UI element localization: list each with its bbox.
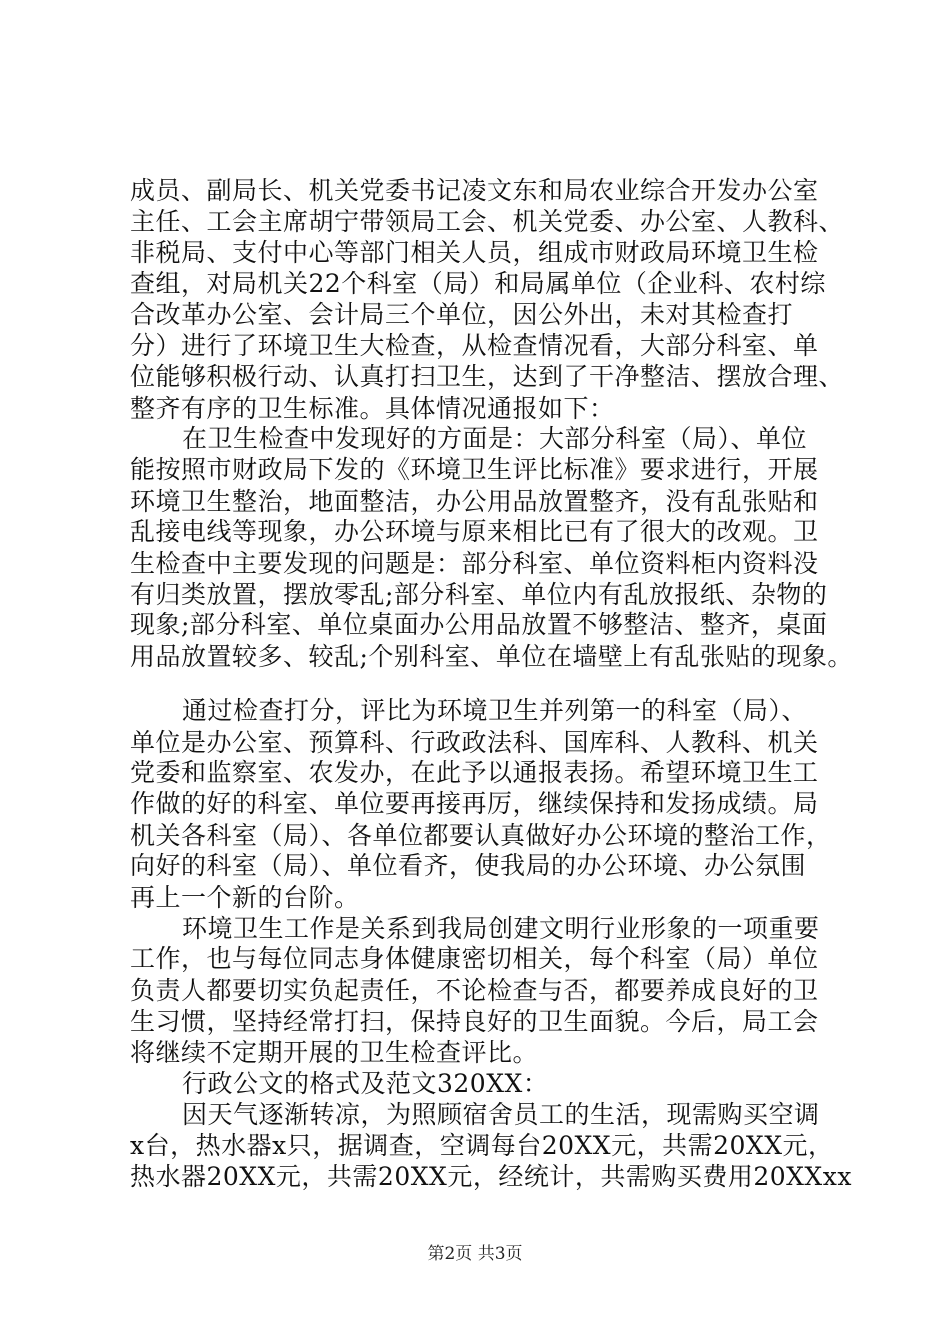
text-line: 分）进行了环境卫生大检查，从检查情况看，大部分科室、单 <box>130 331 819 360</box>
paragraph-start-line: 通过检查打分，评比为环境卫生并列第一的科室（局）、 <box>182 696 808 725</box>
text-line: 整齐有序的卫生标准。具体情况通报如下： <box>130 394 615 423</box>
text-line: 乱接电线等现象，办公环境与原来相比已有了很大的改观。卫 <box>130 517 819 546</box>
page-number-footer: 第2页 共3页 <box>427 1244 523 1264</box>
text-line: 生习惯，坚持经常打扫，保持良好的卫生面貌。今后，局工会 <box>130 1007 819 1036</box>
text-line: x台，热水器x只，据调查，空调每台20XX元，共需20XX元， <box>130 1131 834 1160</box>
text-line: 位能够积极行动、认真打扫卫生，达到了干净整洁、摆放合理、 <box>130 362 845 391</box>
paragraph-start-line: 在卫生检查中发现好的方面是：大部分科室（局）、单位 <box>182 424 808 453</box>
text-line: 向好的科室（局）、单位看齐，使我局的办公环境、办公氛围 <box>130 851 807 880</box>
text-line: 党委和监察室、农发办，在此予以通报表扬。希望环境卫生工 <box>130 758 819 787</box>
text-line: 再上一个新的台阶。 <box>130 883 360 912</box>
text-line: 合改革办公室、会计局三个单位，因公外出，未对其检查打 <box>130 300 794 329</box>
text-line: 查组，对局机关22个科室（局）和局属单位（企业科、农村综 <box>130 269 826 298</box>
text-line: 成员、副局长、机关党委书记凌文东和局农业综合开发办公室 <box>130 176 819 205</box>
text-line: 非税局、支付中心等部门相关人员，组成市财政局环境卫生检 <box>130 238 819 267</box>
paragraph-start-line: 因天气逐渐转凉，为照顾宿舍员工的生活，现需购买空调 <box>182 1100 820 1129</box>
text-line: 主任、工会主席胡宁带领局工会、机关党委、办公室、人教科、 <box>130 207 845 236</box>
text-line: 生检查中主要发现的问题是：部分科室、单位资料柜内资料没 <box>130 549 819 578</box>
text-line: 热水器20XX元，共需20XX元，经统计，共需购买费用20XXxx <box>130 1162 852 1191</box>
text-line: 机关各科室（局）、各单位都要认真做好办公环境的整治工作， <box>130 821 832 850</box>
text-line: 负责人都要切实负起责任，不论检查与否，都要养成良好的卫 <box>130 976 819 1005</box>
text-line: 能按照市财政局下发的《环境卫生评比标准》要求进行，开展 <box>130 455 819 484</box>
text-line: 用品放置较多、较乱;个别科室、单位在墙壁上有乱张贴的现象。 <box>130 642 853 671</box>
text-line: 工作，也与每位同志身体健康密切相关，每个科室（局）单位 <box>130 944 819 973</box>
text-line: 单位是办公室、预算科、行政政法科、国库科、人教科、机关 <box>130 728 819 757</box>
text-line: 环境卫生整治，地面整洁，办公用品放置整齐，没有乱张贴和 <box>130 487 819 516</box>
text-line: 将继续不定期开展的卫生检查评比。 <box>130 1038 539 1067</box>
text-line: 作做的好的科室、单位要再接再厉，继续保持和发扬成绩。局 <box>130 789 819 818</box>
paragraph-start-line: 环境卫生工作是关系到我局创建文明行业形象的一项重要 <box>182 914 820 943</box>
heading-line: 行政公文的格式及范文320XX： <box>182 1069 549 1098</box>
text-line: 有归类放置，摆放零乱;部分科室、单位内有乱放报纸、杂物的 <box>130 580 828 609</box>
text-line: 现象;部分科室、单位桌面办公用品放置不够整洁、整齐，桌面 <box>130 610 828 639</box>
